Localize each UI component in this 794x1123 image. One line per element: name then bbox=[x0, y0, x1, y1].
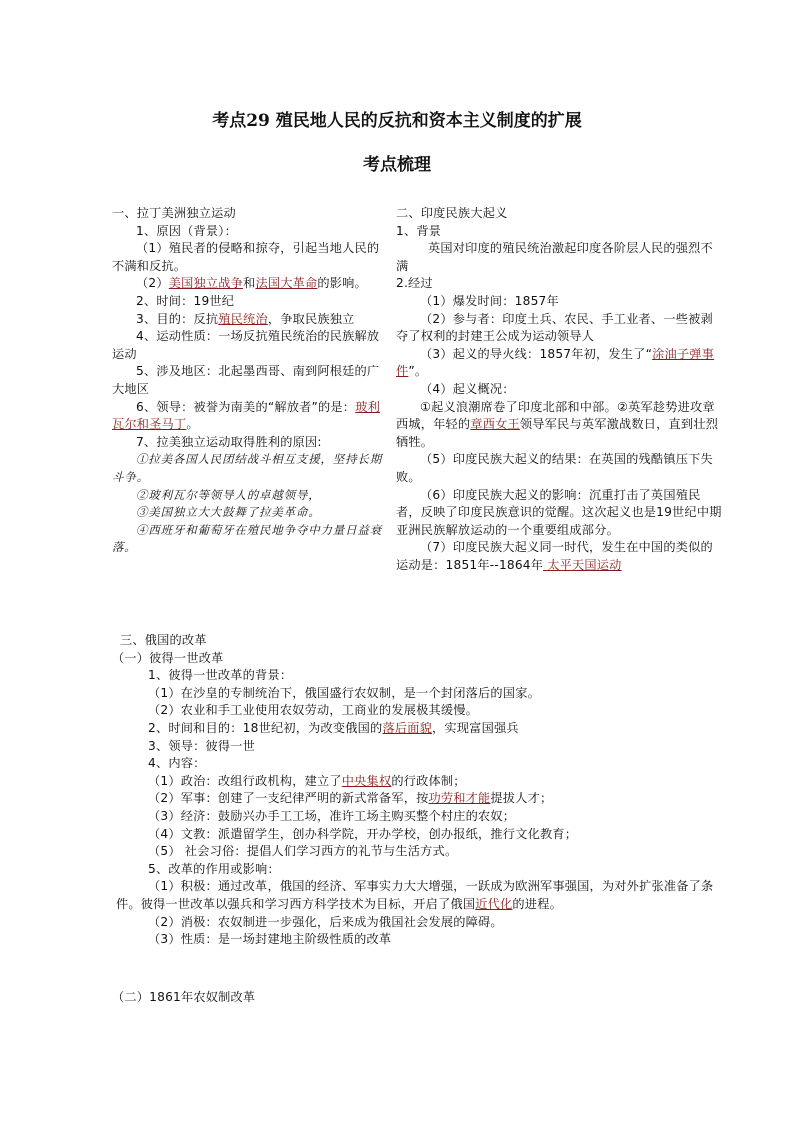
time-item: 2、时间：19世纪 bbox=[136, 293, 235, 308]
content-item-2: （2）军事：创建了一支纪律严明的新式常备军，按功劳和才能提拔人才； bbox=[148, 791, 553, 806]
effect-item-1: （1）积极：通过改革，俄国的经济、军事实力大大增强，一跃成为欧洲军事强国，为对外扩张准备了条件。彼得一世改革以强兵和学习西方科学技术为目标，开启了俄国近代化的进程。 bbox=[116, 879, 714, 911]
cause-label: 1、原因（背景）： bbox=[136, 223, 237, 238]
keyword-underlined: 中央集权 bbox=[341, 773, 392, 788]
keyword-underlined: 玻利瓦尔和圣马丁 bbox=[112, 399, 380, 432]
section-india bbox=[396, 205, 722, 574]
process-item-4-label: （4）起义概况： bbox=[420, 381, 515, 396]
process-item-6: （6）印度民族大起义的影响：沉重打击了英国殖民者，反映了印度民族意识的觉醒。这次起义也是19世纪中期亚洲民族解放运动的一个重要组成部分。 bbox=[396, 487, 722, 537]
section-heading: 二、印度民族大起义 bbox=[396, 206, 508, 220]
reason-item-2: ②玻利瓦尔等领导人的卓越领导， bbox=[136, 487, 321, 502]
section-russia bbox=[112, 632, 732, 1006]
process-item-2: （2）参与者：印度土兵、农民、手工业者、一些被剥夺了权利的封建王公成为运动领导人 bbox=[396, 311, 713, 344]
background-label: 1、彼得一世改革的背景： bbox=[148, 668, 293, 683]
process-item-4: ①起义浪潮席卷了印度北部和中部。②英军趁势进攻章西城，年轻的章西女王领导军民与英军激战数日，直到壮烈牺牲。 bbox=[396, 399, 719, 449]
time-item: 2、时间和目的：18世纪初，为改变俄国的落后面貌，实现富国强兵 bbox=[148, 720, 519, 735]
cause-item-1: （1）殖民者的侵略和掠夺，引起当地人民的不满和反抗。 bbox=[112, 241, 380, 273]
background-label: 1、背景 bbox=[396, 223, 442, 238]
keyword-underlined: 法国大革命 bbox=[255, 276, 318, 291]
keyword-underlined: 近代化 bbox=[475, 896, 513, 911]
background-item-1: （1）在沙皇的专制统治下，俄国盛行农奴制，是一个封闭落后的国家。 bbox=[148, 685, 540, 700]
effect-item-2: （2）消极：农奴制进一步强化，后来成为俄国社会发展的障碍。 bbox=[148, 914, 503, 929]
background-text: 英国对印度的殖民统治激起印度各阶层人民的强烈不满 bbox=[396, 241, 713, 273]
effect-label: 5、改革的作用或影响： bbox=[148, 861, 280, 876]
content-item-4: （4）文教：派遣留学生，创办科学院，开办学校，创办报纸，推行文化教育； bbox=[148, 826, 578, 841]
keyword-underlined: 章西女王 bbox=[470, 417, 520, 432]
reason-item-3: ③美国独立大大鼓舞了拉美革命。 bbox=[136, 505, 321, 520]
subsection-heading: （一）彼得一世改革 bbox=[112, 650, 224, 665]
process-item-7: （7）印度民族大起义同一时代，发生在中国的类似的运动是：1851年--1864年 太平天国运动 bbox=[396, 540, 713, 572]
background-item-2: （2）农业和手工业使用农奴劳动，工商业的发展极其缓慢。 bbox=[148, 703, 479, 718]
page-subtitle: 考点梳理 bbox=[363, 155, 431, 175]
content-item-3: （3）经济：鼓励兴办手工工场，准许工场主购买整个村庄的农奴； bbox=[148, 808, 516, 823]
section-heading: 三、俄国的改革 bbox=[120, 633, 207, 647]
page-title: 考点29 殖民地人民的反抗和资本主义制度的扩展 bbox=[212, 111, 582, 131]
keyword-underlined: 涂油子弹事件 bbox=[396, 346, 715, 379]
section-heading: 一、拉丁美洲独立运动 bbox=[112, 206, 236, 220]
subsection-heading: （二）1861年农奴制改革 bbox=[112, 989, 256, 1004]
process-item-1: （1）爆发时间：1857年 bbox=[420, 293, 559, 308]
content-item-1: （1）政治：改组行政机构，建立了中央集权的行政体制； bbox=[148, 773, 466, 788]
leader-item: 6、领导：被誉为南美的“解放者”的是：玻利瓦尔和圣马丁。 bbox=[112, 399, 380, 432]
leader-item: 3、领导：彼得一世 bbox=[148, 738, 256, 753]
effect-item-3: （3）性质：是一场封建地主阶级性质的改革 bbox=[148, 932, 392, 947]
keyword-underlined: 太平天国运动 bbox=[543, 557, 622, 572]
process-label: 2.经过 bbox=[396, 276, 433, 291]
region-item: 5、涉及地区：北起墨西哥、南到阿根廷的广大地区 bbox=[112, 364, 380, 396]
cause-item-2: （2）美国独立战争和法国大革命的影响。 bbox=[136, 276, 367, 291]
section-latin-america bbox=[112, 205, 382, 557]
process-item-5: （5）印度民族大起义的结果：在英国的残酷镇压下失败。 bbox=[396, 452, 713, 484]
keyword-underlined: 功劳和才能 bbox=[428, 791, 491, 806]
keyword-underlined: 落后面貌 bbox=[382, 720, 433, 735]
keyword-underlined: 殖民统治 bbox=[218, 311, 268, 326]
reason-item-4: ④西班牙和葡萄牙在殖民地争夺中力量日益衰落。 bbox=[112, 522, 382, 555]
content-item-5: （5） 社会习俗：提倡人们学习西方的礼节与生活方式。 bbox=[148, 844, 458, 859]
keyword-underlined: 美国独立战争 bbox=[168, 276, 244, 291]
goal-item: 3、目的：反抗殖民统治，争取民族独立 bbox=[136, 311, 355, 326]
reason-item-1: ①拉美各国人民团结战斗相互支援，坚持长期斗争。 bbox=[112, 452, 382, 484]
process-item-3: （3）起义的导火线：1857年初，发生了“涂油子弹事件”。 bbox=[396, 346, 715, 379]
content-label: 4、内容： bbox=[148, 756, 206, 771]
nature-item: 4、运动性质：一场反抗殖民统治的民族解放运动 bbox=[112, 329, 380, 361]
reason-label: 7、拉美独立运动取得胜利的原因: bbox=[136, 434, 322, 449]
